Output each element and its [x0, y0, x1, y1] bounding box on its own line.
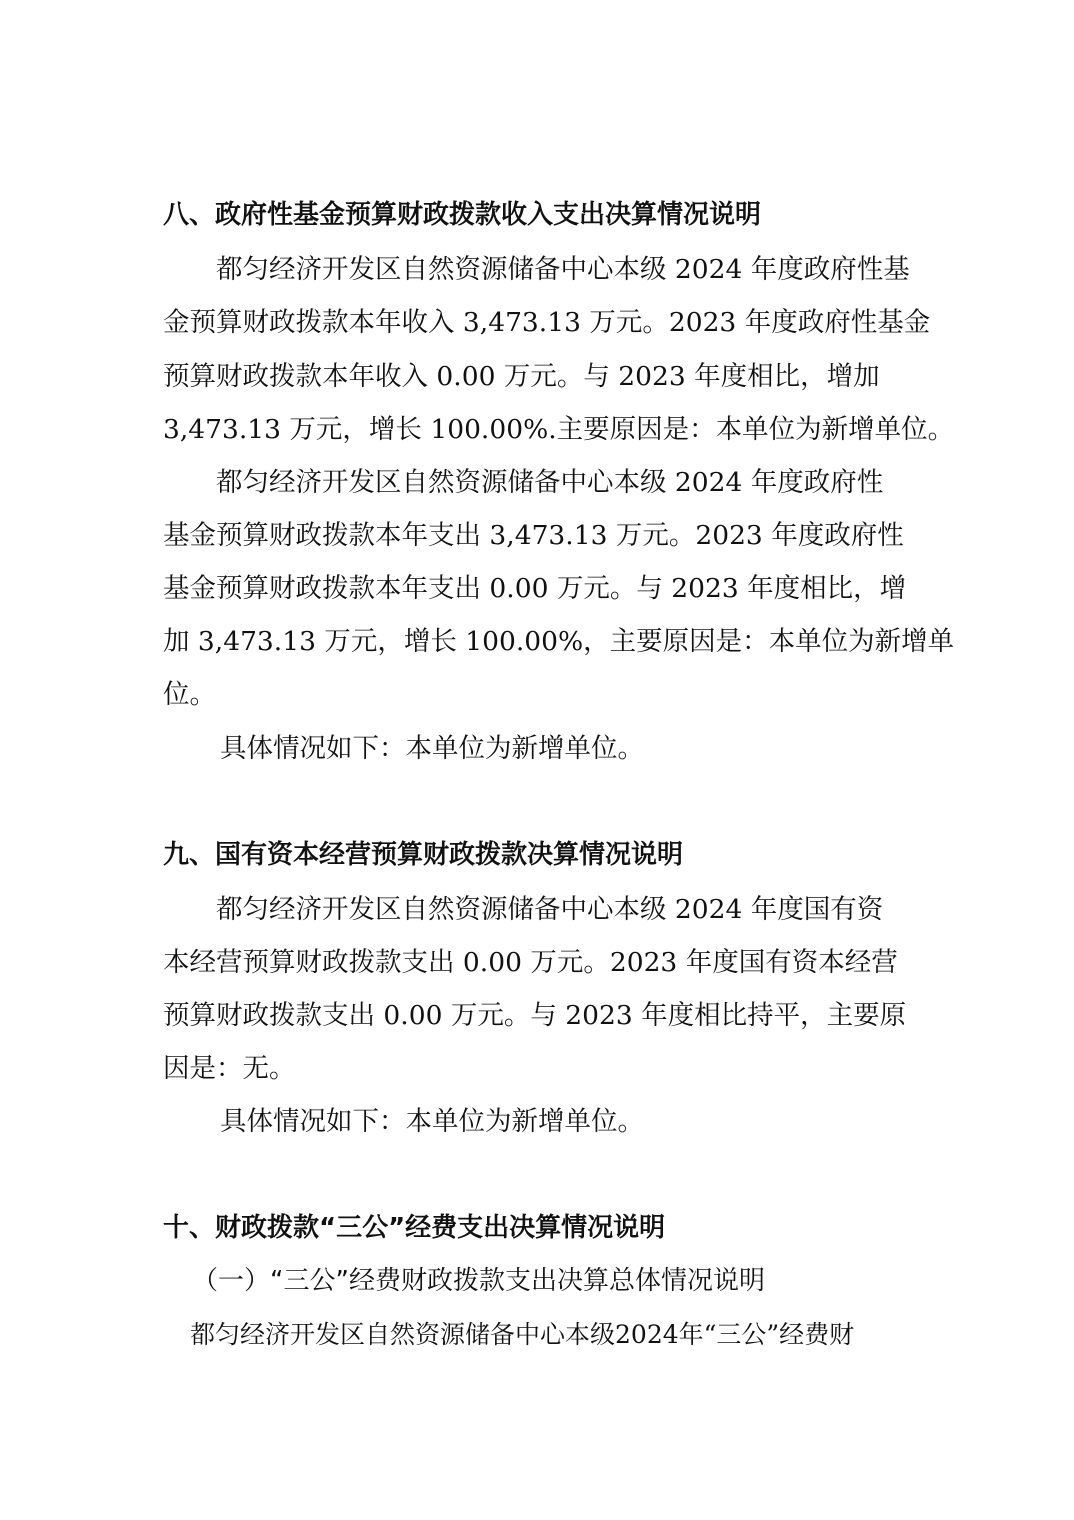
section-10-paragraph-1-line-1: 都匀经济开发区自然资源储备中心本级2024年“三公”经费财 — [190, 1320, 855, 1349]
section-8-paragraph-2-line-4: 加 3,473.13 万元，增长 100.00%，主要原因是：本单位为新增单 — [163, 626, 955, 657]
section-10-subheading: （一）“三公”经费财政拨款支出决算总体情况说明 — [192, 1266, 765, 1296]
section-9-summary: 具体情况如下：本单位为新增单位。 — [220, 1106, 644, 1137]
section-8-paragraph-1-line-1: 都匀经济开发区自然资源储备中心本级 2024 年度政府性基 — [216, 254, 910, 285]
section-8-paragraph-2-line-1: 都匀经济开发区自然资源储备中心本级 2024 年度政府性 — [216, 467, 884, 498]
section-9-paragraph-1-line-3: 预算财政拨款支出 0.00 万元。与 2023 年度相比持平，主要原 — [163, 1000, 907, 1031]
section-10-heading: 十、财政拨款“三公”经费支出决算情况说明 — [163, 1213, 666, 1243]
section-9-heading: 九、国有资本经营预算财政拨款决算情况说明 — [163, 840, 684, 870]
section-8-paragraph-1-line-2: 金预算财政拨款本年收入 3,473.13 万元。2023 年度政府性基金 — [163, 307, 931, 338]
section-9-paragraph-1-line-2: 本经营预算财政拨款支出 0.00 万元。2023 年度国有资本经营 — [163, 947, 898, 978]
section-9-paragraph-1-line-1: 都匀经济开发区自然资源储备中心本级 2024 年度国有资 — [216, 894, 884, 925]
section-8-paragraph-1-line-4: 3,473.13 万元，增长 100.00%.主要原因是：本单位为新增单位。 — [163, 414, 955, 445]
section-9-paragraph-1-line-4: 因是：无。 — [163, 1053, 296, 1084]
section-8-summary: 具体情况如下：本单位为新增单位。 — [220, 733, 644, 764]
section-8-paragraph-2-line-2: 基金预算财政拨款本年支出 3,473.13 万元。2023 年度政府性 — [163, 520, 904, 551]
section-8-paragraph-2-line-5: 位。 — [163, 679, 216, 710]
section-8-heading: 八、政府性基金预算财政拨款收入支出决算情况说明 — [163, 200, 762, 230]
section-8-paragraph-1-line-3: 预算财政拨款本年收入 0.00 万元。与 2023 年度相比，增加 — [163, 361, 880, 392]
section-8-paragraph-2-line-3: 基金预算财政拨款本年支出 0.00 万元。与 2023 年度相比，增 — [163, 573, 907, 604]
